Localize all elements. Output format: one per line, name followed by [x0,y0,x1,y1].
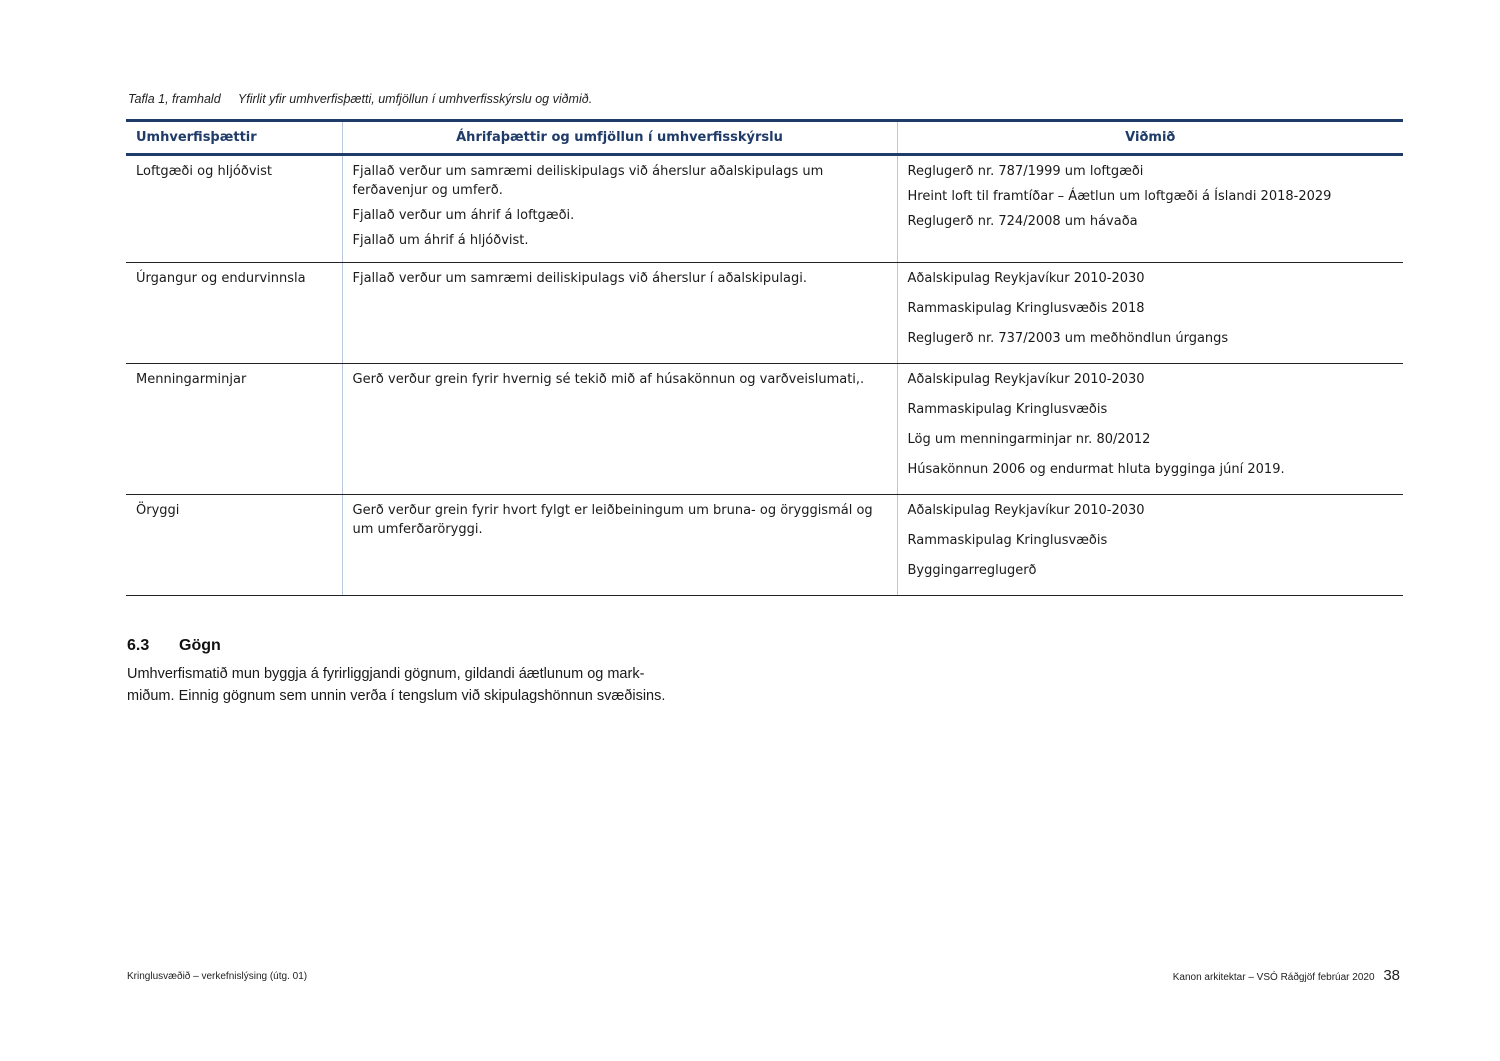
criteria-item: Lög um menningarminjar nr. 80/2012 [907,432,1151,447]
table-row [126,495,1403,596]
footer-document-title: Kringlusvæðið – verkefnislýsing (útg. 01) [127,971,308,982]
impact-item: Fjallað um áhrif á hljóðvist. [352,233,529,248]
table-row [126,263,1403,364]
row-impacts [342,155,897,263]
row-criteria [897,263,1403,364]
impact-item: Fjallað verður um áhrif á loftgæði. [352,208,575,223]
row-factor: Öryggi [126,495,342,596]
section-body-line: miðum. Einnig gögnum sem unnin verða í tengslum við skipulagshönnun svæðisins. [127,688,666,704]
criteria-item: Rammaskipulag Kringlusvæðis [907,533,1108,548]
caption-text: Yfirlit yfir umhverfisþætti, umfjöllun í umhverfisskýrslu og viðmið. [237,92,593,106]
criteria-item: Aðalskipulag Reykjavíkur 2010-2030 [907,271,1145,286]
impact-item: Gerð verður grein fyrir hvernig sé tekið mið af húsakönnun og varðveislumati,. [352,372,865,387]
header-impacts: Áhrifaþættir og umfjöllun í umhverfisskýrslu [342,121,897,155]
page-number: 38 [1383,967,1400,984]
section-title: Gögn [179,637,221,654]
row-impacts [342,495,897,596]
criteria-item: Aðalskipulag Reykjavíkur 2010-2030 [907,503,1145,518]
row-criteria [897,495,1403,596]
caption-label: Tafla 1, framhald [128,92,221,106]
criteria-item: Aðalskipulag Reykjavíkur 2010-2030 [907,372,1145,387]
section-heading [127,637,767,655]
criteria-item: Reglugerð nr. 737/2003 um meðhöndlun úrgangs [907,331,1229,346]
impact-item: Fjallað verður um samræmi deiliskipulags við áherslur aðalskipulags um ferðavenjur og umferð. [352,164,824,198]
section-body-line: Umhverfismatið mun byggja á fyrirliggjandi gögnum, gildandi áætlunum og mark- [127,666,645,682]
row-impacts [342,364,897,495]
criteria-item: Hreint loft til framtíðar – Áætlun um loftgæði á Íslandi 2018-2029 [907,189,1332,204]
section-gogn [127,637,767,707]
footer-publisher-text: Kanon arkitektar – VSÓ Ráðgjöf febrúar 2020 [1172,972,1375,983]
impact-item: Gerð verður grein fyrir hvort fylgt er leiðbeiningum um bruna- og öryggismál og um umferðaröryggi. [352,503,873,537]
table-header-row [126,121,1403,155]
row-impacts [342,263,897,364]
criteria-item: Húsakönnun 2006 og endurmat hluta bygginga júní 2019. [907,462,1285,477]
criteria-item: Rammaskipulag Kringlusvæðis [907,402,1108,417]
criteria-item: Rammaskipulag Kringlusvæðis 2018 [907,301,1145,316]
row-factor: Loftgæði og hljóðvist [126,155,342,263]
table-row [126,155,1403,263]
header-criteria: Viðmið [897,121,1403,155]
section-number: 6.3 [127,637,150,654]
row-factor: Úrgangur og endurvinnsla [126,263,342,364]
table-row [126,364,1403,495]
criteria-item: Byggingarreglugerð [907,563,1037,578]
row-criteria [897,155,1403,263]
row-factor: Menningarminjar [126,364,342,495]
header-factors: Umhverfisþættir [126,121,342,155]
row-criteria [897,364,1403,495]
criteria-item: Reglugerð nr. 724/2008 um hávaða [907,214,1138,229]
table-caption [128,92,592,106]
criteria-item: Reglugerð nr. 787/1999 um loftgæði [907,164,1144,179]
environment-factors-table [126,119,1403,596]
impact-item: Fjallað verður um samræmi deiliskipulags við áherslur í aðalskipulagi. [352,271,807,286]
section-body [127,663,767,707]
footer-publisher [1173,967,1400,984]
